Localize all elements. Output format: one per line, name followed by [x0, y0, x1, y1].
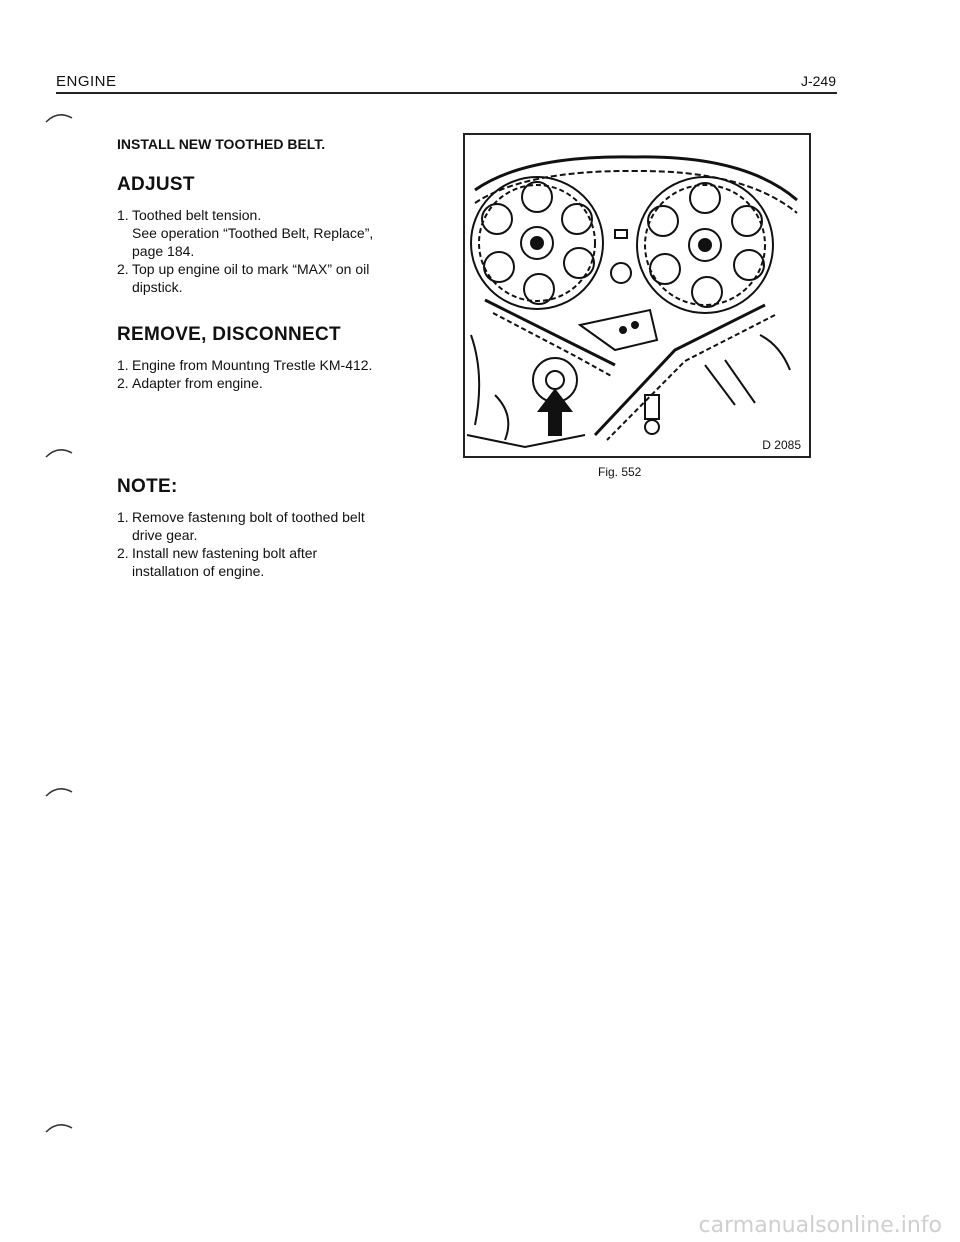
list-item: 2. Install new fastening bolt after: [117, 545, 318, 561]
header-rule: [56, 92, 837, 94]
adjust-heading: ADJUST: [117, 174, 195, 195]
list-item: 1. Remove fastenıng bolt of toothed belt: [117, 509, 365, 525]
adjust-list: [117, 206, 447, 296]
figure-caption: Fig. 552: [598, 465, 642, 479]
list-item: installatıon of engine.: [132, 563, 265, 579]
figure-frame: [463, 133, 811, 458]
instruction-column: [117, 136, 447, 420]
lead-instruction: INSTALL NEW TOOTHED BELT.: [117, 136, 326, 152]
list-item: 2. Top up engine oil to mark “MAX” on oil: [117, 261, 370, 277]
note-heading: NOTE:: [117, 476, 178, 497]
punch-mark-icon: [44, 784, 74, 798]
punch-mark-icon: [44, 110, 74, 124]
punch-mark-icon: [44, 1120, 74, 1134]
list-item: page 184.: [132, 243, 195, 259]
note-list: [117, 508, 447, 580]
list-item: drive gear.: [132, 527, 198, 543]
figure-code: D 2085: [762, 438, 801, 452]
list-item: 1. Engine from Mountıng Trestle KM-412.: [117, 357, 373, 373]
page-header-section: ENGINE: [56, 73, 117, 90]
list-item: dipstick.: [132, 279, 183, 295]
remove-list: [117, 356, 447, 392]
remove-heading: REMOVE, DISCONNECT: [117, 324, 341, 345]
list-item: See operation “Toothed Belt, Replace”,: [132, 225, 374, 241]
watermark: carmanualsonline.info: [698, 1213, 942, 1238]
page-number: J-249: [800, 73, 836, 89]
list-item: 1. Toothed belt tension.: [117, 207, 262, 223]
timing-belt-illustration-icon: [465, 135, 809, 456]
list-item: 2. Adapter from engine.: [117, 375, 263, 391]
punch-mark-icon: [44, 445, 74, 459]
note-block: [117, 476, 447, 608]
